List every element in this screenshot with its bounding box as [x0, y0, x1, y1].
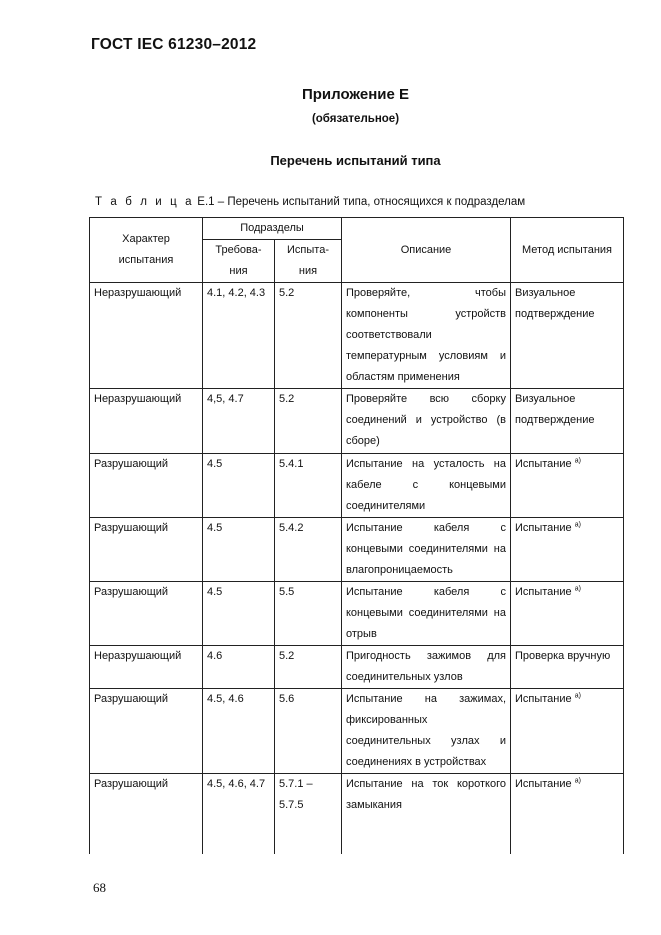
cell-kind-text: Разрушающий: [94, 586, 169, 598]
footnote-marker: а): [574, 692, 581, 700]
caption-prefix: Т а б л и ц а: [95, 196, 195, 208]
cell-tests: [275, 646, 342, 689]
cell-kind: [90, 283, 203, 389]
header-kind: Характер испытания: [90, 218, 203, 283]
cell-requirements-text: 4,5, 4.7: [207, 393, 244, 405]
header-description: Описание: [342, 218, 511, 283]
cell-description: [342, 582, 511, 646]
cell-requirements-text: 4.6: [207, 650, 223, 662]
cell-description: [342, 454, 511, 518]
cell-method-text: Испытание: [515, 586, 572, 598]
cell-method-text: Визуальное подтверждение: [515, 393, 595, 426]
cell-requirements: [203, 689, 275, 774]
cell-description: [342, 389, 511, 454]
cell-requirements: [203, 774, 275, 854]
cell-tests: [275, 689, 342, 774]
table-row: [90, 283, 624, 389]
cell-requirements-text: 4.5: [207, 586, 223, 598]
section-title: Перечень испытаний типа: [270, 153, 441, 168]
table-row: [90, 646, 624, 689]
table-row: [90, 689, 624, 774]
appendix-status: (обязательное): [311, 113, 400, 125]
cell-method-text: Испытание: [515, 693, 572, 705]
cell-tests-text: 5.2: [279, 287, 295, 299]
footnote-marker: а): [574, 457, 581, 465]
cell-tests: [275, 454, 342, 518]
caption-text: Е.1 – Перечень испытаний типа, относящихся к подразделам: [194, 196, 526, 208]
cell-method-text: Испытание: [515, 522, 572, 534]
cell-method: [511, 646, 624, 689]
cell-requirements: [203, 389, 275, 454]
header-subsections: Подразделы: [203, 218, 342, 240]
table-row: [90, 454, 624, 518]
cell-kind-text: Разрушающий: [94, 522, 169, 534]
table-row: [90, 518, 624, 582]
cell-requirements-text: 4.5, 4.6: [207, 693, 244, 705]
cell-kind: [90, 646, 203, 689]
cell-method: [511, 582, 624, 646]
cell-tests-text: 5.4.2: [279, 522, 304, 534]
table-row: [90, 774, 624, 854]
cell-description-text: Испытание на ток короткого замыкания: [346, 778, 506, 811]
table-row: [90, 582, 624, 646]
cell-kind: [90, 389, 203, 454]
header-tests: Испыта-ния: [275, 240, 342, 283]
cell-kind: [90, 689, 203, 774]
table-caption: [95, 196, 525, 208]
cell-description: [342, 283, 511, 389]
cell-description-text: Испытание кабеля с концевыми соединителями на отрыв: [346, 586, 506, 640]
cell-kind: [90, 518, 203, 582]
cell-requirements-text: 4.5: [207, 522, 223, 534]
cell-requirements: [203, 518, 275, 582]
cell-requirements: [203, 454, 275, 518]
cell-kind: [90, 454, 203, 518]
cell-kind-text: Неразрушающий: [94, 287, 182, 299]
cell-tests-text: 5.2: [279, 393, 295, 405]
cell-description: [342, 518, 511, 582]
footnote-marker: а): [574, 777, 581, 785]
cell-kind: [90, 582, 203, 646]
cell-requirements-text: 4.5, 4.6, 4.7: [207, 778, 266, 790]
cell-description-text: Испытание на зажимах, фиксированных соединительных узлах и соединениях в устройствах: [346, 693, 506, 768]
cell-requirements-text: 4.1, 4.2, 4.3: [207, 287, 266, 299]
cell-kind-text: Разрушающий: [94, 458, 169, 470]
cell-kind: [90, 774, 203, 854]
cell-description: [342, 646, 511, 689]
cell-description-text: Испытание кабеля с концевыми соединителями на влагопроницаемость: [346, 522, 506, 576]
cell-method: [511, 283, 624, 389]
cell-tests-text: 5.2: [279, 650, 295, 662]
cell-method: [511, 689, 624, 774]
page-number: 68: [93, 880, 106, 895]
cell-tests: [275, 283, 342, 389]
cell-method-text: Визуальное подтверждение: [515, 287, 595, 320]
cell-tests: [275, 582, 342, 646]
cell-tests-text: 5.7.1 – 5.7.5: [279, 778, 313, 811]
footnote-marker: а): [574, 585, 581, 593]
header-requirements: Требова-ния: [203, 240, 275, 283]
cell-kind-text: Неразрушающий: [94, 393, 182, 405]
cell-tests: [275, 774, 342, 854]
appendix-title: Приложение Е: [301, 86, 410, 103]
cell-kind-text: Разрушающий: [94, 778, 169, 790]
table-row: [90, 389, 624, 454]
cell-description-text: Испытание на усталость на кабеле с концевыми соединителями: [346, 458, 506, 512]
cell-kind-text: Разрушающий: [94, 693, 169, 705]
cell-kind-text: Неразрушающий: [94, 650, 182, 662]
cell-tests-text: 5.5: [279, 586, 295, 598]
footnote-marker: а): [574, 521, 581, 529]
cell-method-text: Испытание: [515, 458, 572, 470]
cell-method: [511, 389, 624, 454]
header-method: Метод испытания: [511, 218, 624, 283]
cell-method: [511, 774, 624, 854]
cell-tests-text: 5.6: [279, 693, 295, 705]
cell-method-text: Испытание: [515, 778, 572, 790]
test-list-table: [89, 217, 624, 854]
cell-tests: [275, 518, 342, 582]
cell-description-text: Проверяйте всю сборку соединений и устройство (в сборе): [346, 393, 506, 447]
cell-requirements-text: 4.5: [207, 458, 223, 470]
cell-tests-text: 5.4.1: [279, 458, 304, 470]
cell-description: [342, 689, 511, 774]
cell-description-text: Проверяйте, чтобы компоненты устройств соответствовали температурным условиям и областям применения: [346, 287, 506, 383]
cell-tests: [275, 389, 342, 454]
cell-method-text: Проверка вручную: [515, 650, 611, 662]
cell-requirements: [203, 283, 275, 389]
cell-method: [511, 518, 624, 582]
cell-method: [511, 454, 624, 518]
cell-requirements: [203, 582, 275, 646]
document-code: ГОСТ IEC 61230–2012: [91, 36, 257, 53]
cell-description-text: Пригодность зажимов для соединительных узлов: [346, 650, 506, 683]
cell-description: [342, 774, 511, 854]
cell-requirements: [203, 646, 275, 689]
